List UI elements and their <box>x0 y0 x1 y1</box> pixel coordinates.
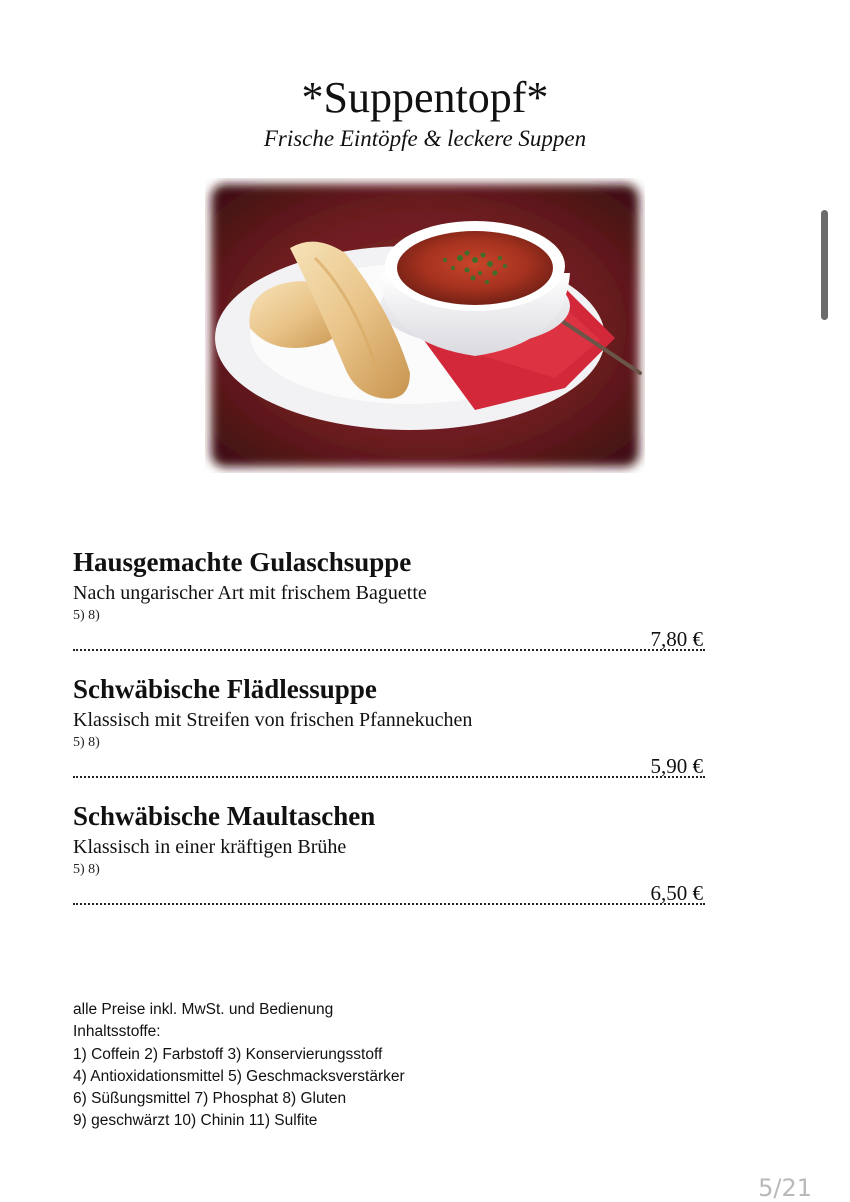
menu-item-description: Klassisch mit Streifen von frischen Pfannekuchen <box>73 709 473 731</box>
footer-line-additives: 6) Süßungsmittel 7) Phosphat 8) Gluten <box>73 1090 347 1108</box>
menu-item-description: Nach ungarischer Art mit frischem Baguette <box>73 582 427 604</box>
menu-item-allergens: 5) 8) <box>73 862 100 877</box>
menu-item <box>73 800 705 911</box>
menu-item-name: Schwäbische Maultaschen <box>73 801 376 831</box>
menu-item <box>73 546 705 657</box>
menu-item-name: Hausgemachte Gulaschsuppe <box>73 547 412 577</box>
page-subtitle: Frische Eintöpfe & leckere Suppen <box>263 126 587 151</box>
page-indicator: 5/21 <box>758 1174 812 1202</box>
page-title: *Suppentopf* <box>301 73 549 122</box>
dotted-leader <box>73 776 705 778</box>
menu-item-allergens: 5) 8) <box>73 608 100 623</box>
footer-line-prices: alle Preise inkl. MwSt. und Bedienung <box>73 1001 334 1018</box>
dotted-leader <box>73 649 705 651</box>
menu-item <box>73 673 705 784</box>
footer-notes <box>73 999 673 1133</box>
price-row <box>73 754 705 784</box>
price-row <box>73 881 705 911</box>
vertical-scrollbar-thumb[interactable] <box>821 210 828 320</box>
menu-item-price: 7,80 € <box>650 627 703 651</box>
footer-line-additives: 4) Antioxidationsmittel 5) Geschmacksverstärker <box>73 1067 405 1085</box>
menu-item-description: Klassisch in einer kräftigen Brühe <box>73 836 347 858</box>
soup-bowl-with-baguette-photo <box>205 178 645 473</box>
footer-line-additives: 9) geschwärzt 10) Chinin 11) Sulfite <box>73 1112 318 1130</box>
footer-line-additives: 1) Coffein 2) Farbstoff 3) Konservierungsstoff <box>73 1045 383 1063</box>
dotted-leader <box>73 903 705 905</box>
menu-item-name: Schwäbische Flädlessuppe <box>73 674 377 704</box>
menu-item-price: 5,90 € <box>650 754 703 778</box>
menu-item-price: 6,50 € <box>650 881 703 905</box>
footer-line-ingredients-heading: Inhaltsstoffe: <box>73 1023 161 1041</box>
price-row <box>73 627 705 657</box>
menu-item-allergens: 5) 8) <box>73 735 100 750</box>
soup-photo <box>205 178 645 473</box>
